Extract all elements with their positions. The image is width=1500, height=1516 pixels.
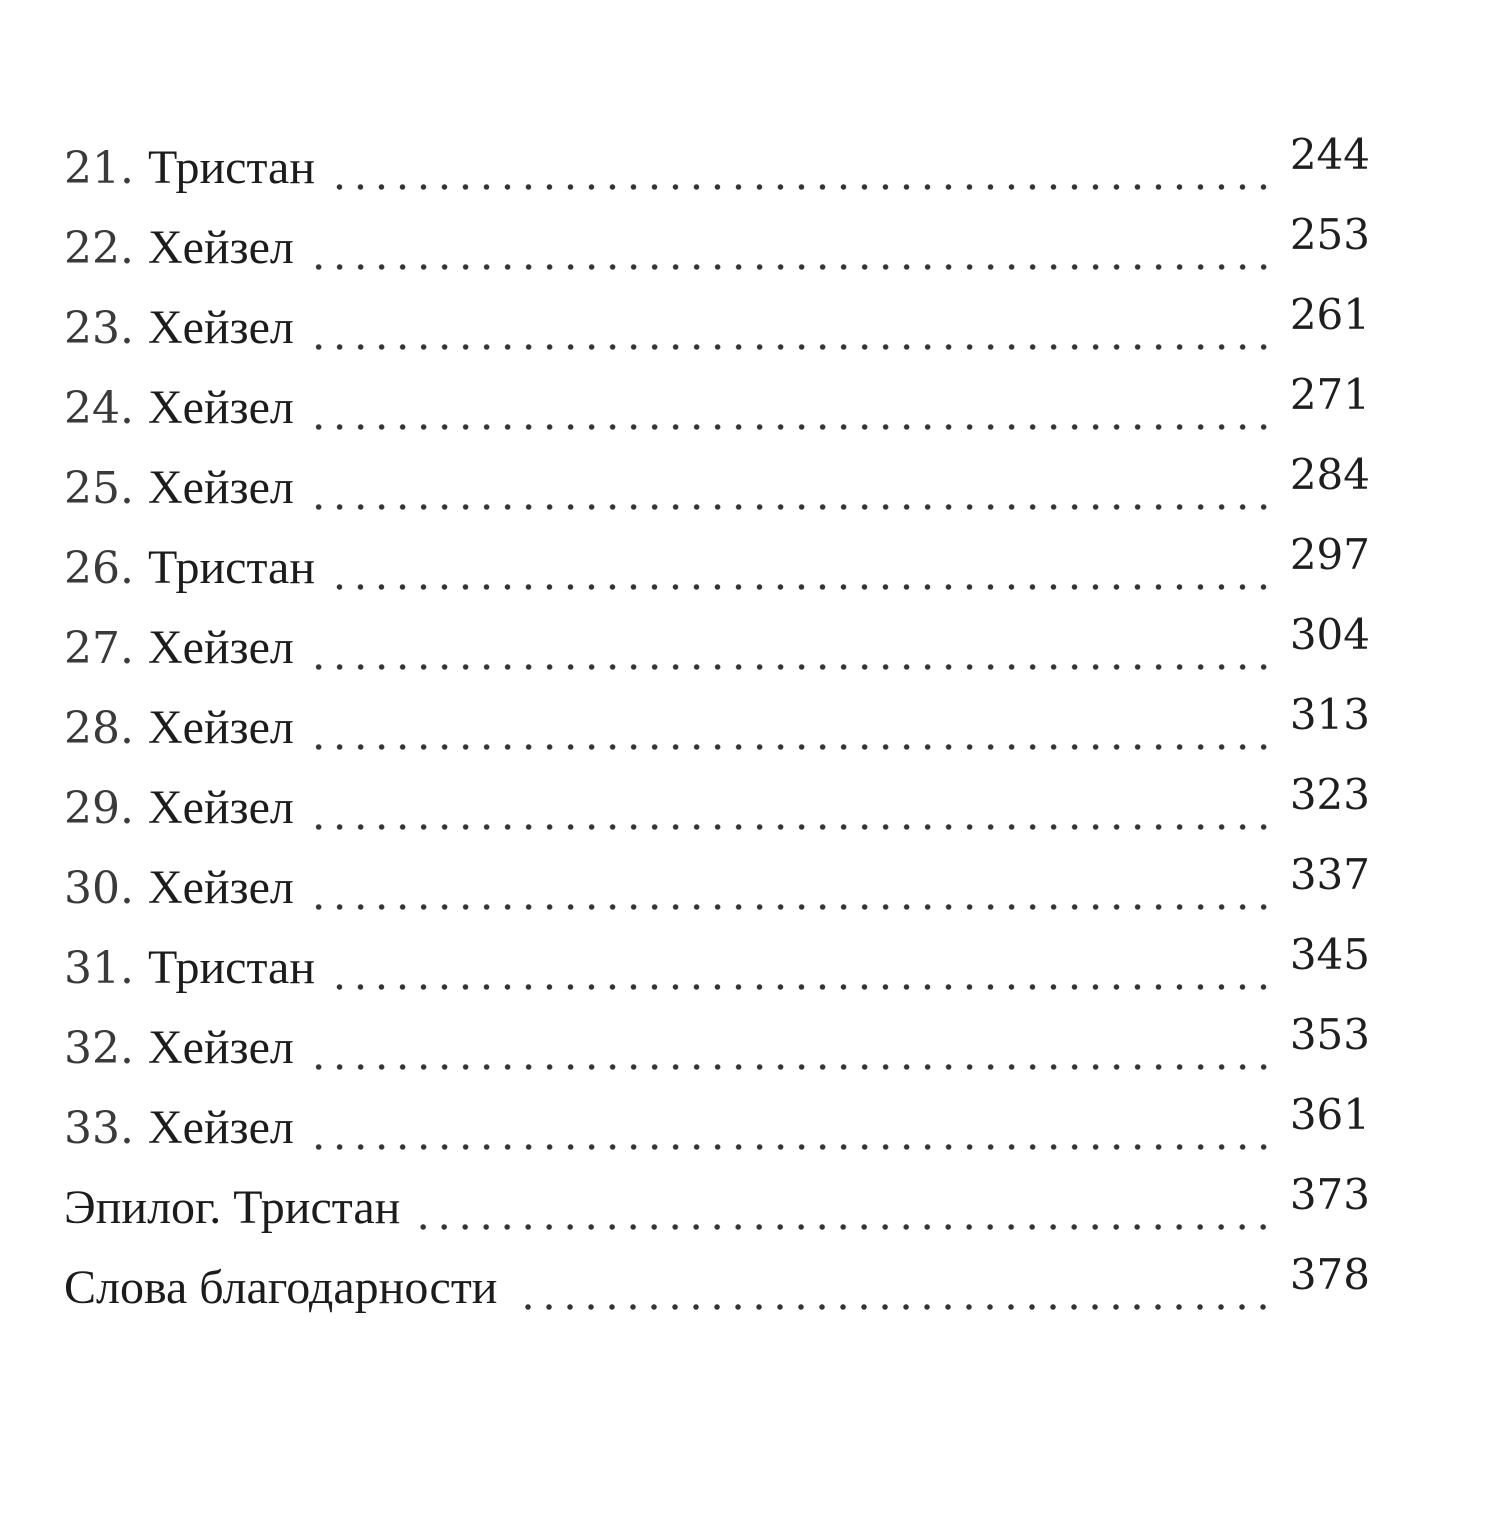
dot-leader [310, 904, 1274, 910]
page-number: 304 [1289, 610, 1370, 659]
chapter-title: Хейзел [147, 621, 294, 674]
chapter-number: 27. [64, 623, 134, 674]
chapter-title: Тристан [147, 141, 316, 194]
chapter-number: 30. [64, 863, 134, 914]
table-of-contents [64, 128, 1370, 1328]
chapter-title: Хейзел [147, 1101, 294, 1154]
chapter-number: 22. [64, 223, 134, 274]
chapter-title: Хейзел [147, 461, 294, 514]
toc-entry [64, 688, 1370, 768]
dot-leader [310, 1064, 1274, 1070]
page-number: 297 [1289, 530, 1370, 579]
page-number: 353 [1289, 1010, 1370, 1059]
toc-entry-acknowledgements [64, 1248, 1370, 1328]
toc-entry [64, 368, 1370, 448]
chapter-number: 26. [64, 543, 134, 594]
page-number: 244 [1289, 130, 1370, 179]
dot-leader [310, 424, 1274, 430]
page-number: 253 [1289, 210, 1370, 259]
dot-leader [310, 264, 1274, 270]
page-number: 261 [1289, 290, 1370, 339]
chapter-number: 31. [64, 943, 134, 994]
chapter-title: Хейзел [147, 781, 294, 834]
chapter-number: 24. [64, 383, 134, 434]
toc-entry [64, 608, 1370, 688]
toc-entry [64, 1088, 1370, 1168]
dot-leader [310, 344, 1274, 350]
dot-leader [331, 184, 1274, 190]
toc-entry [64, 768, 1370, 848]
chapter-title: Хейзел [147, 381, 294, 434]
dot-leader [513, 1304, 1274, 1310]
chapter-title: Хейзел [147, 221, 294, 274]
chapter-title: Тристан [147, 541, 316, 594]
page-number: 337 [1289, 850, 1370, 899]
chapter-number: 23. [64, 303, 134, 354]
toc-entry [64, 448, 1370, 528]
chapter-title: Хейзел [147, 1021, 294, 1074]
page-number: 323 [1289, 770, 1370, 819]
page-number: 313 [1289, 690, 1370, 739]
chapter-title: Хейзел [147, 701, 294, 754]
page-number: 361 [1289, 1090, 1370, 1139]
dot-leader [310, 1144, 1274, 1150]
toc-entry [64, 128, 1370, 208]
toc-entry [64, 208, 1370, 288]
page-number: 373 [1289, 1170, 1370, 1219]
toc-entry [64, 528, 1370, 608]
page-number: 271 [1289, 370, 1370, 419]
chapter-number: 25. [64, 463, 134, 514]
dot-leader [310, 664, 1274, 670]
dot-leader [331, 984, 1274, 990]
chapter-title: Хейзел [147, 301, 294, 354]
toc-entry [64, 848, 1370, 928]
toc-entry-epilogue [64, 1168, 1370, 1248]
chapter-title: Эпилог. Тристан [64, 1181, 401, 1234]
chapter-title: Хейзел [147, 861, 294, 914]
chapter-number: 28. [64, 703, 134, 754]
dot-leader [310, 744, 1274, 750]
dot-leader [416, 1224, 1274, 1230]
chapter-title: Тристан [147, 941, 316, 994]
dot-leader [310, 504, 1274, 510]
chapter-number: 33. [64, 1103, 134, 1154]
toc-entry [64, 288, 1370, 368]
page-number: 378 [1289, 1250, 1370, 1299]
chapter-number: 21. [64, 143, 134, 194]
page-number: 284 [1289, 450, 1370, 499]
chapter-number: 29. [64, 783, 134, 834]
toc-entry [64, 928, 1370, 1008]
toc-entry [64, 1008, 1370, 1088]
dot-leader [331, 584, 1274, 590]
chapter-number: 32. [64, 1023, 134, 1074]
dot-leader [310, 824, 1274, 830]
page-number: 345 [1289, 930, 1370, 979]
chapter-title: Слова благодарности [64, 1261, 498, 1314]
